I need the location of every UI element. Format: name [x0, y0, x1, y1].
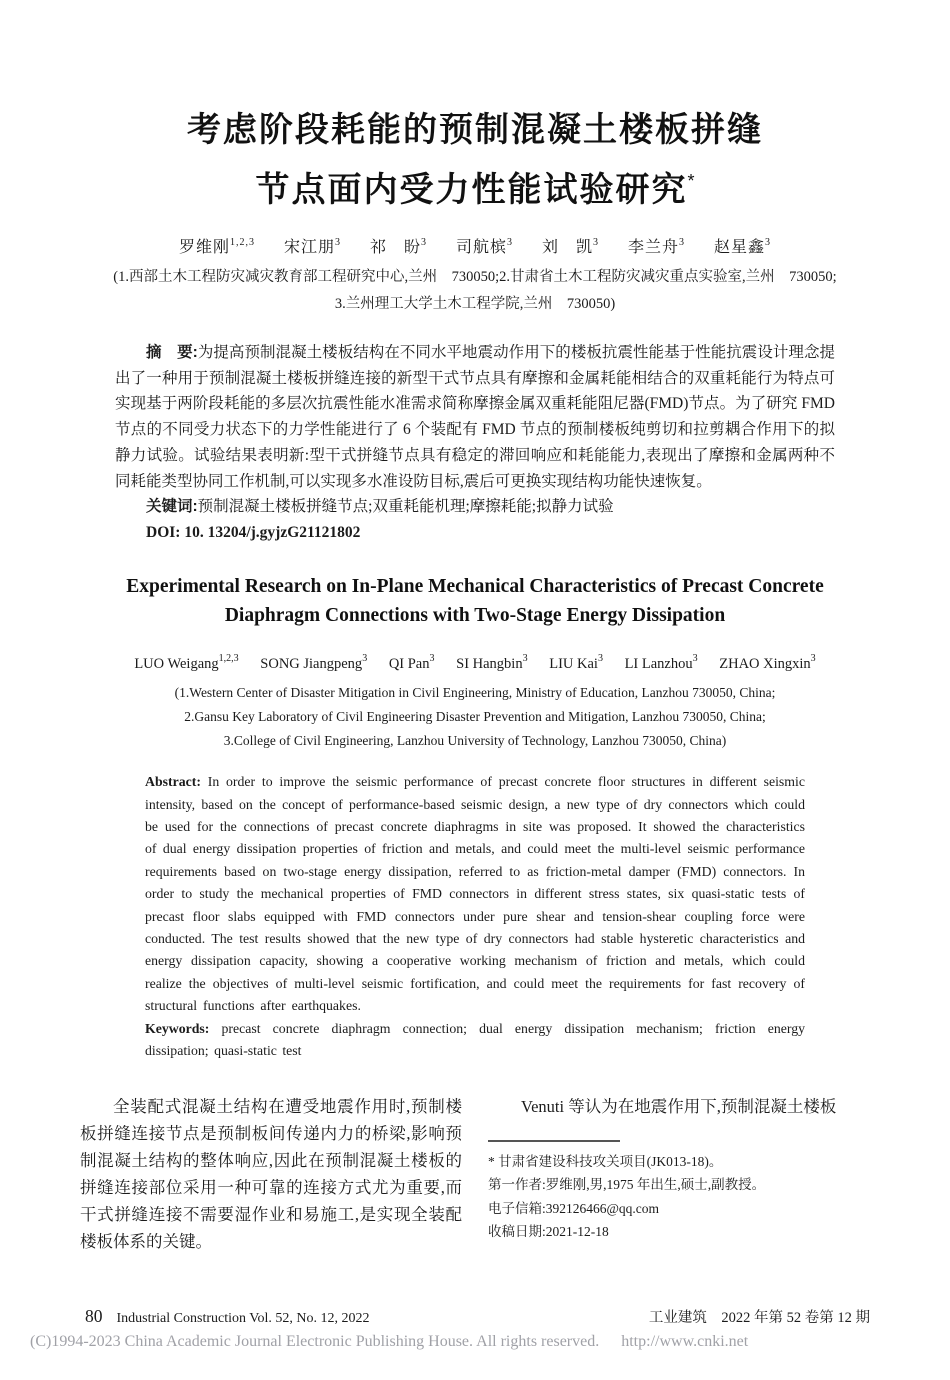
title-footnote-asterisk: * [687, 171, 695, 191]
authors-en [85, 653, 865, 673]
intro-paragraph-cn: 全装配式混凝土结构在遭受地震作用时,预制楼板拼缝连接节点是预制板间传递内力的桥梁,影响预制混凝土结构的整体响应,因此在预制混凝土楼板的拼缝连接部位采用一种可靠的连接方式尤为重要,而干式拼缝连接不需要湿作业和易施工,是实现全装配楼板体系的关键。 [80, 1096, 462, 1251]
paper-page [0, 100, 950, 1255]
body-column-right [488, 1093, 870, 1255]
paper-title-cn [85, 100, 865, 220]
title-cn-line2: 节点面内受力性能试验研究 [255, 171, 688, 209]
author-cn: 刘 凯$^3$ [542, 237, 600, 256]
footnote-separator-rule [488, 1140, 620, 1142]
author-en: SONG Jiangpeng$^3$ [260, 653, 368, 673]
abstract-cn-label: 摘 要: [146, 344, 198, 361]
copyright-line [30, 1333, 748, 1351]
abstract-en [145, 771, 805, 1017]
keywords-cn-text: 预制混凝土楼板拼缝节点;双重耗能机理;摩擦耗能;拟静力试验 [197, 498, 614, 516]
body-columns [80, 1093, 870, 1255]
journal-info-en: Industrial Construction Vol. 52, No. 12, 2022 [116, 1311, 370, 1326]
title-cn-line1: 考虑阶段耗能的预制混凝土楼板拼缝 [187, 111, 763, 149]
keywords-cn [115, 494, 835, 520]
page-footer [85, 1306, 870, 1327]
keywords-en-text: precast concrete diaphragm connection; dual energy dissipation mechanism; friction energy dissipation; quasi-static test [145, 1020, 805, 1059]
footnote-received-date: 收稿日期:2021-12-18 [488, 1224, 609, 1239]
author-en: QI Pan$^3$ [388, 653, 435, 673]
footnote-fund: * 甘肃省建设科技攻关项目(JK013-18)。 [488, 1153, 723, 1169]
abstract-en-label: Abstract: [145, 774, 201, 790]
title-en-line2: Diaphragm Connections with Two-Stage Energy Dissipation [224, 605, 726, 627]
author-cn: 罗维刚$^{1,2,3}$ [178, 237, 255, 256]
author-cn: 李兰舟$^3$ [628, 237, 686, 256]
body-column-left [80, 1093, 462, 1255]
footnote-block [488, 1140, 870, 1244]
title-en-line1: Experimental Research on In-Plane Mechanical Characteristics of Precast Concrete [126, 576, 824, 598]
page-number: 80 [85, 1306, 103, 1326]
abstract-cn-text: 为提高预制混凝土楼板结构在不同水平地震动作用下的楼板抗震性能基于性能抗震设计理念提出了一种用于预制混凝土楼板拼缝连接的新型干式节点具有摩擦和金属耗能相结合的双重耗能行为特点可实现基于两阶段耗能的多层次抗震性能水准需求简称摩擦金属双重耗能阻尼器(FMD)节点。为了研究 FMD 节点的不同受力状态下的力学性能进行了 6 个装配有 FMD 节点的预制楼板纯剪切和拉剪耦合作用下的拟静力试验。试验结果表明新:型干式拼缝节点具有稳定的滞回响应和耗能能力,表现出了摩擦和金属两种不同耗能类型协同工作机制,可以实现多水准设防目标,震后可更换实现结构功能快速恢复。 [115, 344, 835, 490]
author-cn: 祁 盼$^3$ [369, 237, 427, 256]
author-cn: 赵星鑫$^3$ [714, 237, 772, 256]
venuti-paragraph-cn: Venuti 等认为在地震作用下,预制混凝土楼板 [521, 1096, 837, 1116]
keywords-cn-label: 关键词: [146, 498, 198, 516]
doi-label: DOI: [146, 524, 181, 542]
author-en: SI Hangbin$^3$ [456, 653, 528, 673]
author-cn: 宋江朋$^3$ [283, 237, 341, 256]
affiliations-cn [85, 264, 865, 318]
authors-cn [85, 234, 865, 257]
affiliation-cn-line: 3.兰州理工大学土木工程学院,兰州 730050) [334, 296, 616, 312]
affiliations-en [85, 681, 865, 753]
doi-value: 10. 13204/j.gyjzG21121802 [184, 524, 361, 542]
author-cn: 司航槟$^3$ [455, 237, 513, 256]
abstract-en-text: In order to improve the seismic performance of precast concrete floor structures in different seismic intensity, based on the concept of performance-based seismic design, a new type of dry connectors which could be used for the connections of precast concrete diaphragms in site was proposed. It showed the characteristics of dual energy dissipation properties of friction and metals, and could meet the multi-level seismic performance requirements based on two-stage energy dissipation, referred to as friction-metal damper (FMD) connectors. In order to study the mechanical properties of FMD connectors in different stress states, six quasi-static tests of precast floor slabs equipped with FMD connectors under pure shear and tension-shear coupling force were conducted. The test results showed that the new type of dry connectors had stable hysteretic characteristics and energy dissipation capacity, showing a cooperative working mechanism of friction and metals, which could realize the objectives of multi-level seismic fortification, and could meet the requirements for fast recovery of structural functions after earthquakes. [145, 774, 805, 1014]
affiliation-cn-line: (1.西部土木工程防灾减灾教育部工程研究中心,兰州 730050;2.甘肃省土木工程防灾减灾重点实验室,兰州 730050; [113, 269, 837, 285]
cnki-url: http://www.cnki.net [621, 1333, 749, 1350]
copyright-text: (C)1994-2023 China Academic Journal Electronic Publishing House. All rights reserved. [30, 1333, 600, 1350]
affiliation-en-line: 2.Gansu Key Laboratory of Civil Engineering Disaster Prevention and Mitigation, Lanzhou 730050, China; [184, 709, 766, 725]
author-en: ZHAO Xingxin$^3$ [719, 653, 816, 673]
paper-title-en [85, 572, 865, 630]
footnote-first-author: 第一作者:罗维刚,男,1975 年出生,硕士,副教授。 [488, 1177, 766, 1192]
abstract-cn [115, 340, 835, 494]
keywords-en-label: Keywords: [145, 1020, 210, 1036]
author-en: LI Lanzhou$^3$ [624, 653, 698, 673]
author-en: LUO Weigang$^{1,2,3}$ [134, 653, 239, 673]
doi-line [115, 520, 835, 546]
affiliation-en-line: 3.College of Civil Engineering, Lanzhou University of Technology, Lanzhou 730050, China) [223, 733, 727, 749]
keywords-en [145, 1018, 805, 1063]
journal-info-cn: 工业建筑 2022 年第 52 卷第 12 期 [648, 1310, 870, 1326]
footnote-email: 电子信箱:392126466@qq.com [488, 1200, 660, 1216]
author-en: LIU Kai$^3$ [549, 653, 603, 673]
footer-left [85, 1306, 370, 1327]
affiliation-en-line: (1.Western Center of Disaster Mitigation in Civil Engineering, Ministry of Education, Lanzhou 730050, China; [174, 685, 776, 701]
